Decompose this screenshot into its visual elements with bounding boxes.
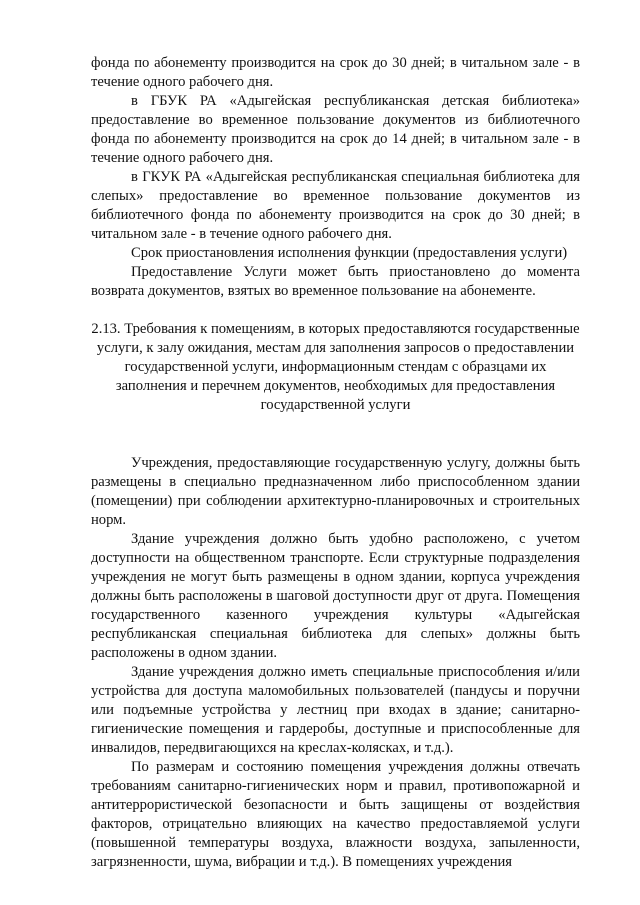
paragraph-children-library: в ГБУК РА «Адыгейская республиканская детская библиотека» предоставление во временное пользование документов из библиотечного фонда по абонементу производится на срок до 14 дней; в читальном зале - в течение одного рабочего дня. — [91, 93, 580, 166]
paragraph-placement: Учреждения, предоставляющие государственную услугу, должны быть размещены в специально предназначенном либо приспособленном здании (помещении) при соблюдении архитектурно-планировочных и строительных норм. — [91, 455, 580, 528]
paragraph-accessibility: Здание учреждения должно иметь специальные приспособления и/или устройства для доступа маломобильных пользователей (пандусы и поручни или подъемные устройства у лестниц при входах в здание; санитарно-гигиенические помещения и гардеробы, доступные и приспособленные для инвалидов, передвигающихся на креслах-колясках, и т.д.). — [91, 664, 580, 756]
bottom-section — [91, 454, 580, 872]
paragraph-requirements: По размерам и состоянию помещения учреждения должны отвечать требованиям санитарно-гигиенических норм и правил, противопожарной и антитеррористической безопасности и быть защищены от воздействия факторов, отрицательно влияющих на качество предоставляемой услуги (повышенной температуры воздуха, влажности воздуха, запыленности, загрязненности, шума, вибрации и т.д.). В помещениях учреждения — [91, 759, 580, 870]
paragraph-suspension-title: Срок приостановления исполнения функции (предоставления услуги) — [131, 245, 568, 261]
paragraph-continuation: фонда по абонементу производится на срок до 30 дней; в читальном зале - в течение одного рабочего дня. — [91, 55, 580, 90]
section-heading: 2.13. Требования к помещениям, в которых предоставляются государственные услуги, к залу ожидания, местам для заполнения запросов о предоставлении государственной услуги, информационным стендам с образцами их заполнения и перечнем документов, необходимых для предоставления государственной услуги — [91, 321, 580, 413]
top-section — [91, 54, 580, 301]
paragraph-location: Здание учреждения должно быть удобно расположено, с учетом доступности на общественном транспорте. Если структурные подразделения учреждения не могут быть размещены в одном здании, корпуса учреждения должны быть расположены в шаговой доступности друг от друга. Помещения государственного казенного учреждения культуры «Адыгейская республиканская специальная библиотека для слепых» должны быть расположены в одном здании. — [91, 531, 580, 661]
paragraph-suspension: Предоставление Услуги может быть приостановлено до момента возврата документов, взятых во временное пользование на абонементе. — [91, 264, 580, 299]
paragraph-blind-library: в ГКУК РА «Адыгейская республиканская специальная библиотека для слепых» предоставление во временное пользование документов из библиотечного фонда по абонементу производится на срок до 30 дней; в читальном зале - в течение одного рабочего дня. — [91, 169, 580, 242]
